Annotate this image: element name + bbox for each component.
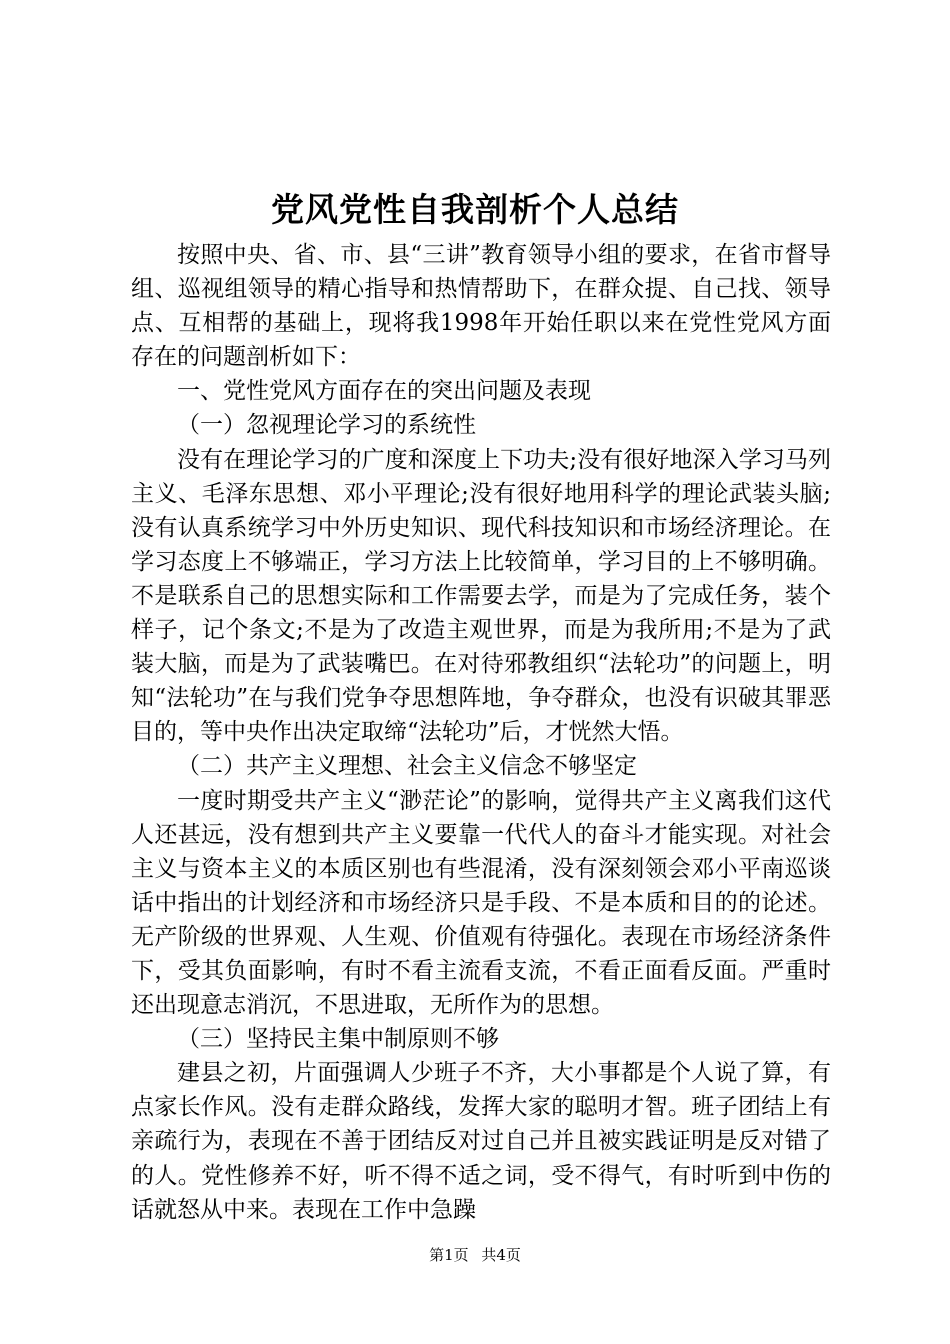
document-body xyxy=(131,238,831,1227)
paragraph-3: 建县之初，片面强调人少班子不齐，大小事都是个人说了算，有点家长作风。没有走群众路线，发挥大家的聪明才智。班子团结上有亲疏行为，表现在不善于团结反对过自己并且被实践证明是反对错了的人。党性修养不好，听不得不适之词，受不得气，有时听到中伤的话就怒从中来。表现在工作中急躁 xyxy=(131,1060,831,1223)
paragraph-intro: 按照中央、省、市、县“三讲”教育领导小组的要求，在省市督导组、巡视组领导的精心指导和热情帮助下，在群众提、自己找、领导点、互相帮的基础上，现将我1998年开始任职以来在党性党风方面存在的问题剖析如下： xyxy=(131,242,831,371)
subsection-heading-2: （二）共产主义理想、社会主义信念不够坚定 xyxy=(177,753,637,780)
paragraph-2: 一度时期受共产主义“渺茫论”的影响，觉得共产主义离我们这代人还甚远，没有想到共产主义要靠一代代人的奋斗才能实现。对社会主义与资本主义的本质区别也有些混淆，没有深刻领会邓小平南巡谈话中指出的计划经济和市场经济只是手段、不是本质和目的的论述。无产阶级的世界观、人生观、价值观有待强化。表现在市场经济条件下，受其负面影响，有时不看主流看支流，不看正面看反面。严重时还出现意志消沉，不思进取，无所作为的思想。 xyxy=(131,787,831,1019)
subsection-heading-3: （三）坚持民主集中制原则不够 xyxy=(177,1026,499,1053)
paragraph-1: 没有在理论学习的广度和深度上下功夫;没有很好地深入学习马列主义、毛泽东思想、邓小平理论;没有很好地用科学的理论武装头脑;没有认真系统学习中外历史知识、现代科技知识和市场经济理论。在学习态度上不够端正，学习方法上比较简单，学习目的上不够明确。不是联系自己的思想实际和工作需要去学，而是为了完成任务，装个样子，记个条文;不是为了改造主观世界，而是为我所用;不是为了武装大脑，而是为了武装嘴巴。在对待邪教组织“法轮功”的问题上，明知“法轮功”在与我们党争夺思想阵地，争夺群众，也没有识破其罪恶目的，等中央作出决定取缔“法轮功”后，才恍然大悟。 xyxy=(131,446,831,746)
section-heading-1: 一、党性党风方面存在的突出问题及表现 xyxy=(177,378,591,405)
page-number: 第1页 xyxy=(429,1246,469,1264)
page-footer xyxy=(0,1244,950,1266)
page-total: 共4页 xyxy=(481,1246,521,1264)
subsection-heading-1: （一）忽视理论学习的系统性 xyxy=(177,412,476,439)
document-title: 党风党性自我剖析个人总结 xyxy=(271,190,679,229)
